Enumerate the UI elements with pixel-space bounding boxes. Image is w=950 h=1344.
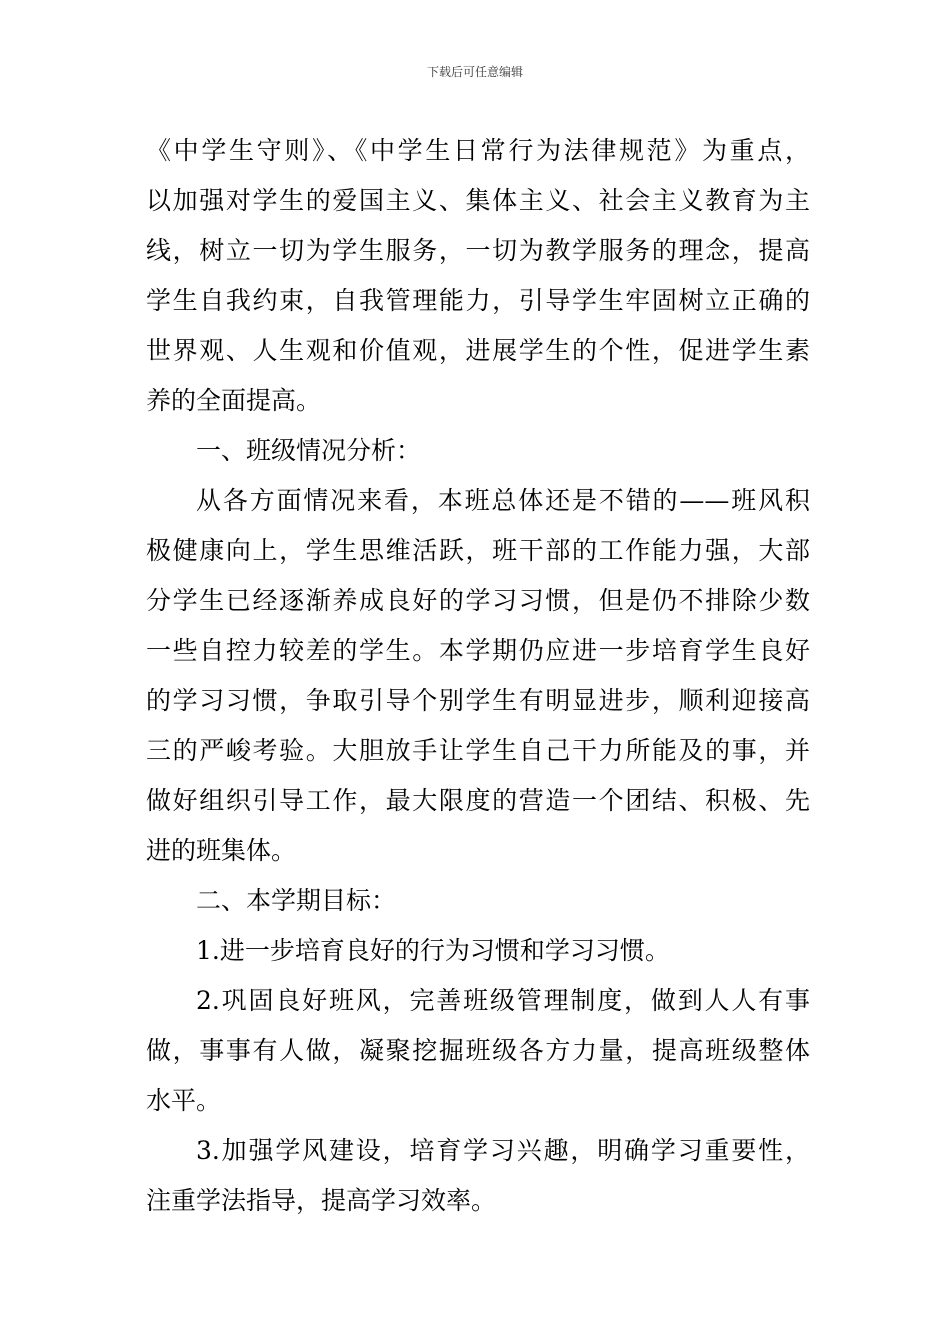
goal-item-2: [146, 976, 810, 1126]
text-line: 以加强对学生的爱国主义、集体主义、社会主义教育为主: [146, 186, 810, 215]
text-line: 分学生已经逐渐养成良好的学习习惯，但是仍不排除少数: [146, 586, 810, 615]
text-line: 做，事事有人做，凝聚挖掘班级各方力量，提高班级整体: [146, 1036, 810, 1065]
text-line: 做好组织引导工作，最大限度的营造一个团结、积极、先: [146, 786, 810, 815]
text-line: 1.进一步培育良好的行为习惯和学习习惯。: [196, 936, 670, 965]
text-line: 从各方面情况来看，本班总体还是不错的——班风积: [196, 486, 810, 515]
text-line: 极健康向上，学生思维活跃，班干部的工作能力强，大部: [146, 536, 810, 565]
text-line: 3.加强学风建设，培育学习兴趣，明确学习重要性，: [196, 1136, 810, 1165]
text-line: 水平。: [146, 1086, 222, 1115]
text-line: 一些自控力较差的学生。本学期仍应进一步培育学生良好: [146, 636, 810, 665]
goal-item-1: [146, 926, 810, 976]
document-body: [146, 126, 810, 1226]
text-line: 进的班集体。: [146, 836, 297, 865]
text-line: 《中学生守则》、《中学生日常行为法律规范》为重点，: [146, 136, 810, 165]
page-header: 下载后可任意编辑: [426, 65, 523, 79]
text-line: 三的严峻考验。大胆放手让学生自己干力所能及的事，并: [146, 736, 810, 765]
text-line: 养的全面提高。: [146, 386, 322, 415]
text-line: 线，树立一切为学生服务，一切为教学服务的理念，提高: [146, 236, 810, 265]
paragraph-class-analysis: [146, 476, 810, 876]
text-line: 2.巩固良好班风，完善班级管理制度，做到人人有事: [196, 986, 810, 1015]
text-line: 世界观、人生观和价值观，进展学生的个性，促进学生素: [146, 336, 810, 365]
paragraph-intro: [146, 126, 810, 426]
text-line: 注重学法指导，提高学习效率。: [146, 1186, 497, 1215]
heading-text: 二、本学期目标：: [196, 886, 397, 915]
text-line: 学生自我约束，自我管理能力，引导学生牢固树立正确的: [146, 286, 810, 315]
text-line: 的学习习惯，争取引导个别学生有明显进步，顺利迎接高: [146, 686, 810, 715]
section-heading-class-analysis: [146, 426, 810, 476]
heading-text: 一、班级情况分析：: [196, 436, 422, 465]
section-heading-semester-goals: [146, 876, 810, 926]
goal-item-3: [146, 1126, 810, 1226]
